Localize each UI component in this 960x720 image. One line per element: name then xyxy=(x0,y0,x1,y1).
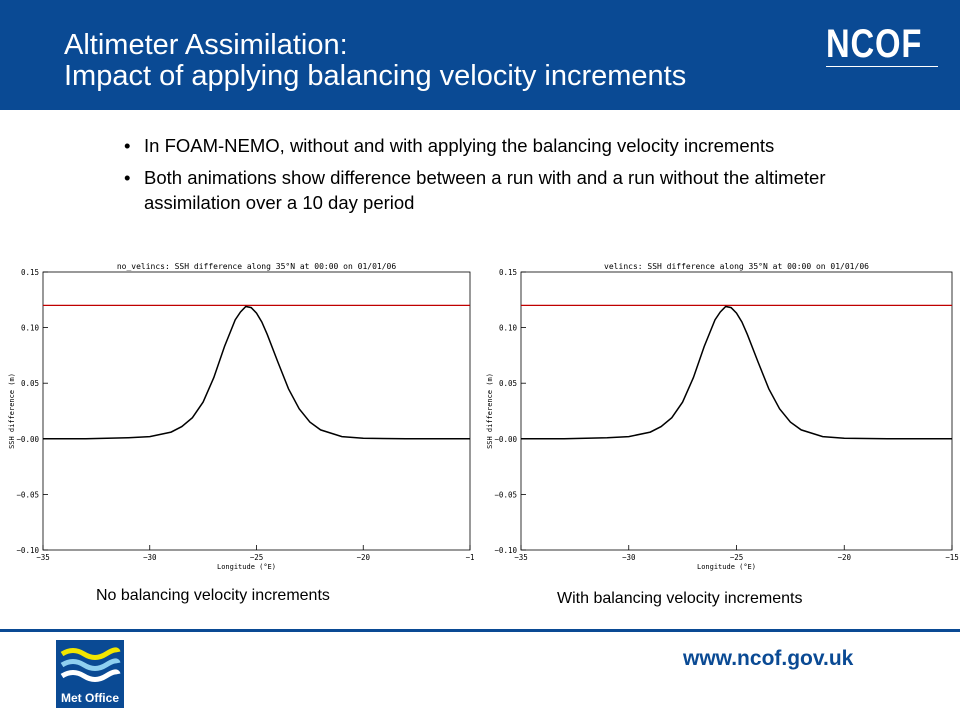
y-tick-label: −0.10 xyxy=(16,546,39,555)
bullet-item xyxy=(124,165,844,215)
y-axis-label: SSH difference (m) xyxy=(8,373,16,449)
met-office-logo-text: Met Office xyxy=(60,691,120,705)
ssh-chart-no-velincs xyxy=(0,258,478,578)
x-tick-label: −1 xyxy=(465,553,475,562)
bullet-list xyxy=(124,133,844,222)
y-tick-label: 0.05 xyxy=(20,379,39,389)
header-bar xyxy=(0,0,960,110)
x-tick-label: −35 xyxy=(514,553,528,562)
ncof-logo: NCOF xyxy=(826,22,923,66)
x-tick-label: −30 xyxy=(621,553,636,562)
title-line-2: Impact of applying balancing velocity increments xyxy=(64,60,687,92)
bullet-item xyxy=(124,133,844,158)
title-line-1: Altimeter Assimilation: xyxy=(64,29,348,61)
y-tick-label: 0.05 xyxy=(498,379,517,389)
x-tick-label: −20 xyxy=(837,553,852,562)
bullet-text: Both animations show difference between a run with and a run without the altimeter assimilation over a 10 day period xyxy=(144,167,826,213)
met-office-logo xyxy=(56,640,138,710)
x-tick-label: −25 xyxy=(729,553,744,562)
chart-title: velincs: SSH difference along 35°N at 00:00 on 01/01/06 xyxy=(604,262,869,271)
y-tick-label: −0.05 xyxy=(494,490,517,500)
y-tick-label: −0.10 xyxy=(494,546,517,555)
x-tick-label: −20 xyxy=(356,553,371,562)
y-tick-label: −0.05 xyxy=(16,490,39,500)
x-tick-label: −35 xyxy=(36,553,50,562)
y-tick-label: 0.10 xyxy=(498,323,517,333)
footer-url-link[interactable]: www.ncof.gov.uk xyxy=(683,647,854,670)
y-tick-label: 0.15 xyxy=(20,268,39,277)
y-tick-label: −0.00 xyxy=(494,434,517,444)
page-title xyxy=(64,30,686,92)
caption-with-balancing: With balancing velocity increments xyxy=(557,590,803,607)
bullet-icon: • xyxy=(124,167,131,188)
chart-title: no_velincs: SSH difference along 35°N at 00:00 on 01/01/06 xyxy=(116,262,397,271)
ncof-logo-underline xyxy=(826,66,938,67)
y-tick-label: 0.10 xyxy=(20,323,39,333)
x-tick-label: −15 xyxy=(945,553,959,562)
y-tick-label: −0.00 xyxy=(16,434,39,444)
x-axis-label: Longitude (°E) xyxy=(216,563,277,571)
series-line xyxy=(43,307,470,439)
bullet-icon: • xyxy=(124,135,131,156)
caption-no-balancing: No balancing velocity increments xyxy=(96,587,330,604)
x-axis-label: Longitude (°E) xyxy=(696,563,757,571)
x-tick-label: −25 xyxy=(249,553,264,562)
ssh-chart-velincs xyxy=(478,258,960,578)
footer-divider xyxy=(0,629,960,632)
series-line xyxy=(521,307,952,439)
bullet-text: In FOAM-NEMO, without and with applying the balancing velocity increments xyxy=(144,135,775,156)
x-tick-label: −30 xyxy=(142,553,157,562)
y-axis-label: SSH difference (m) xyxy=(486,373,494,449)
y-tick-label: 0.15 xyxy=(498,268,517,277)
